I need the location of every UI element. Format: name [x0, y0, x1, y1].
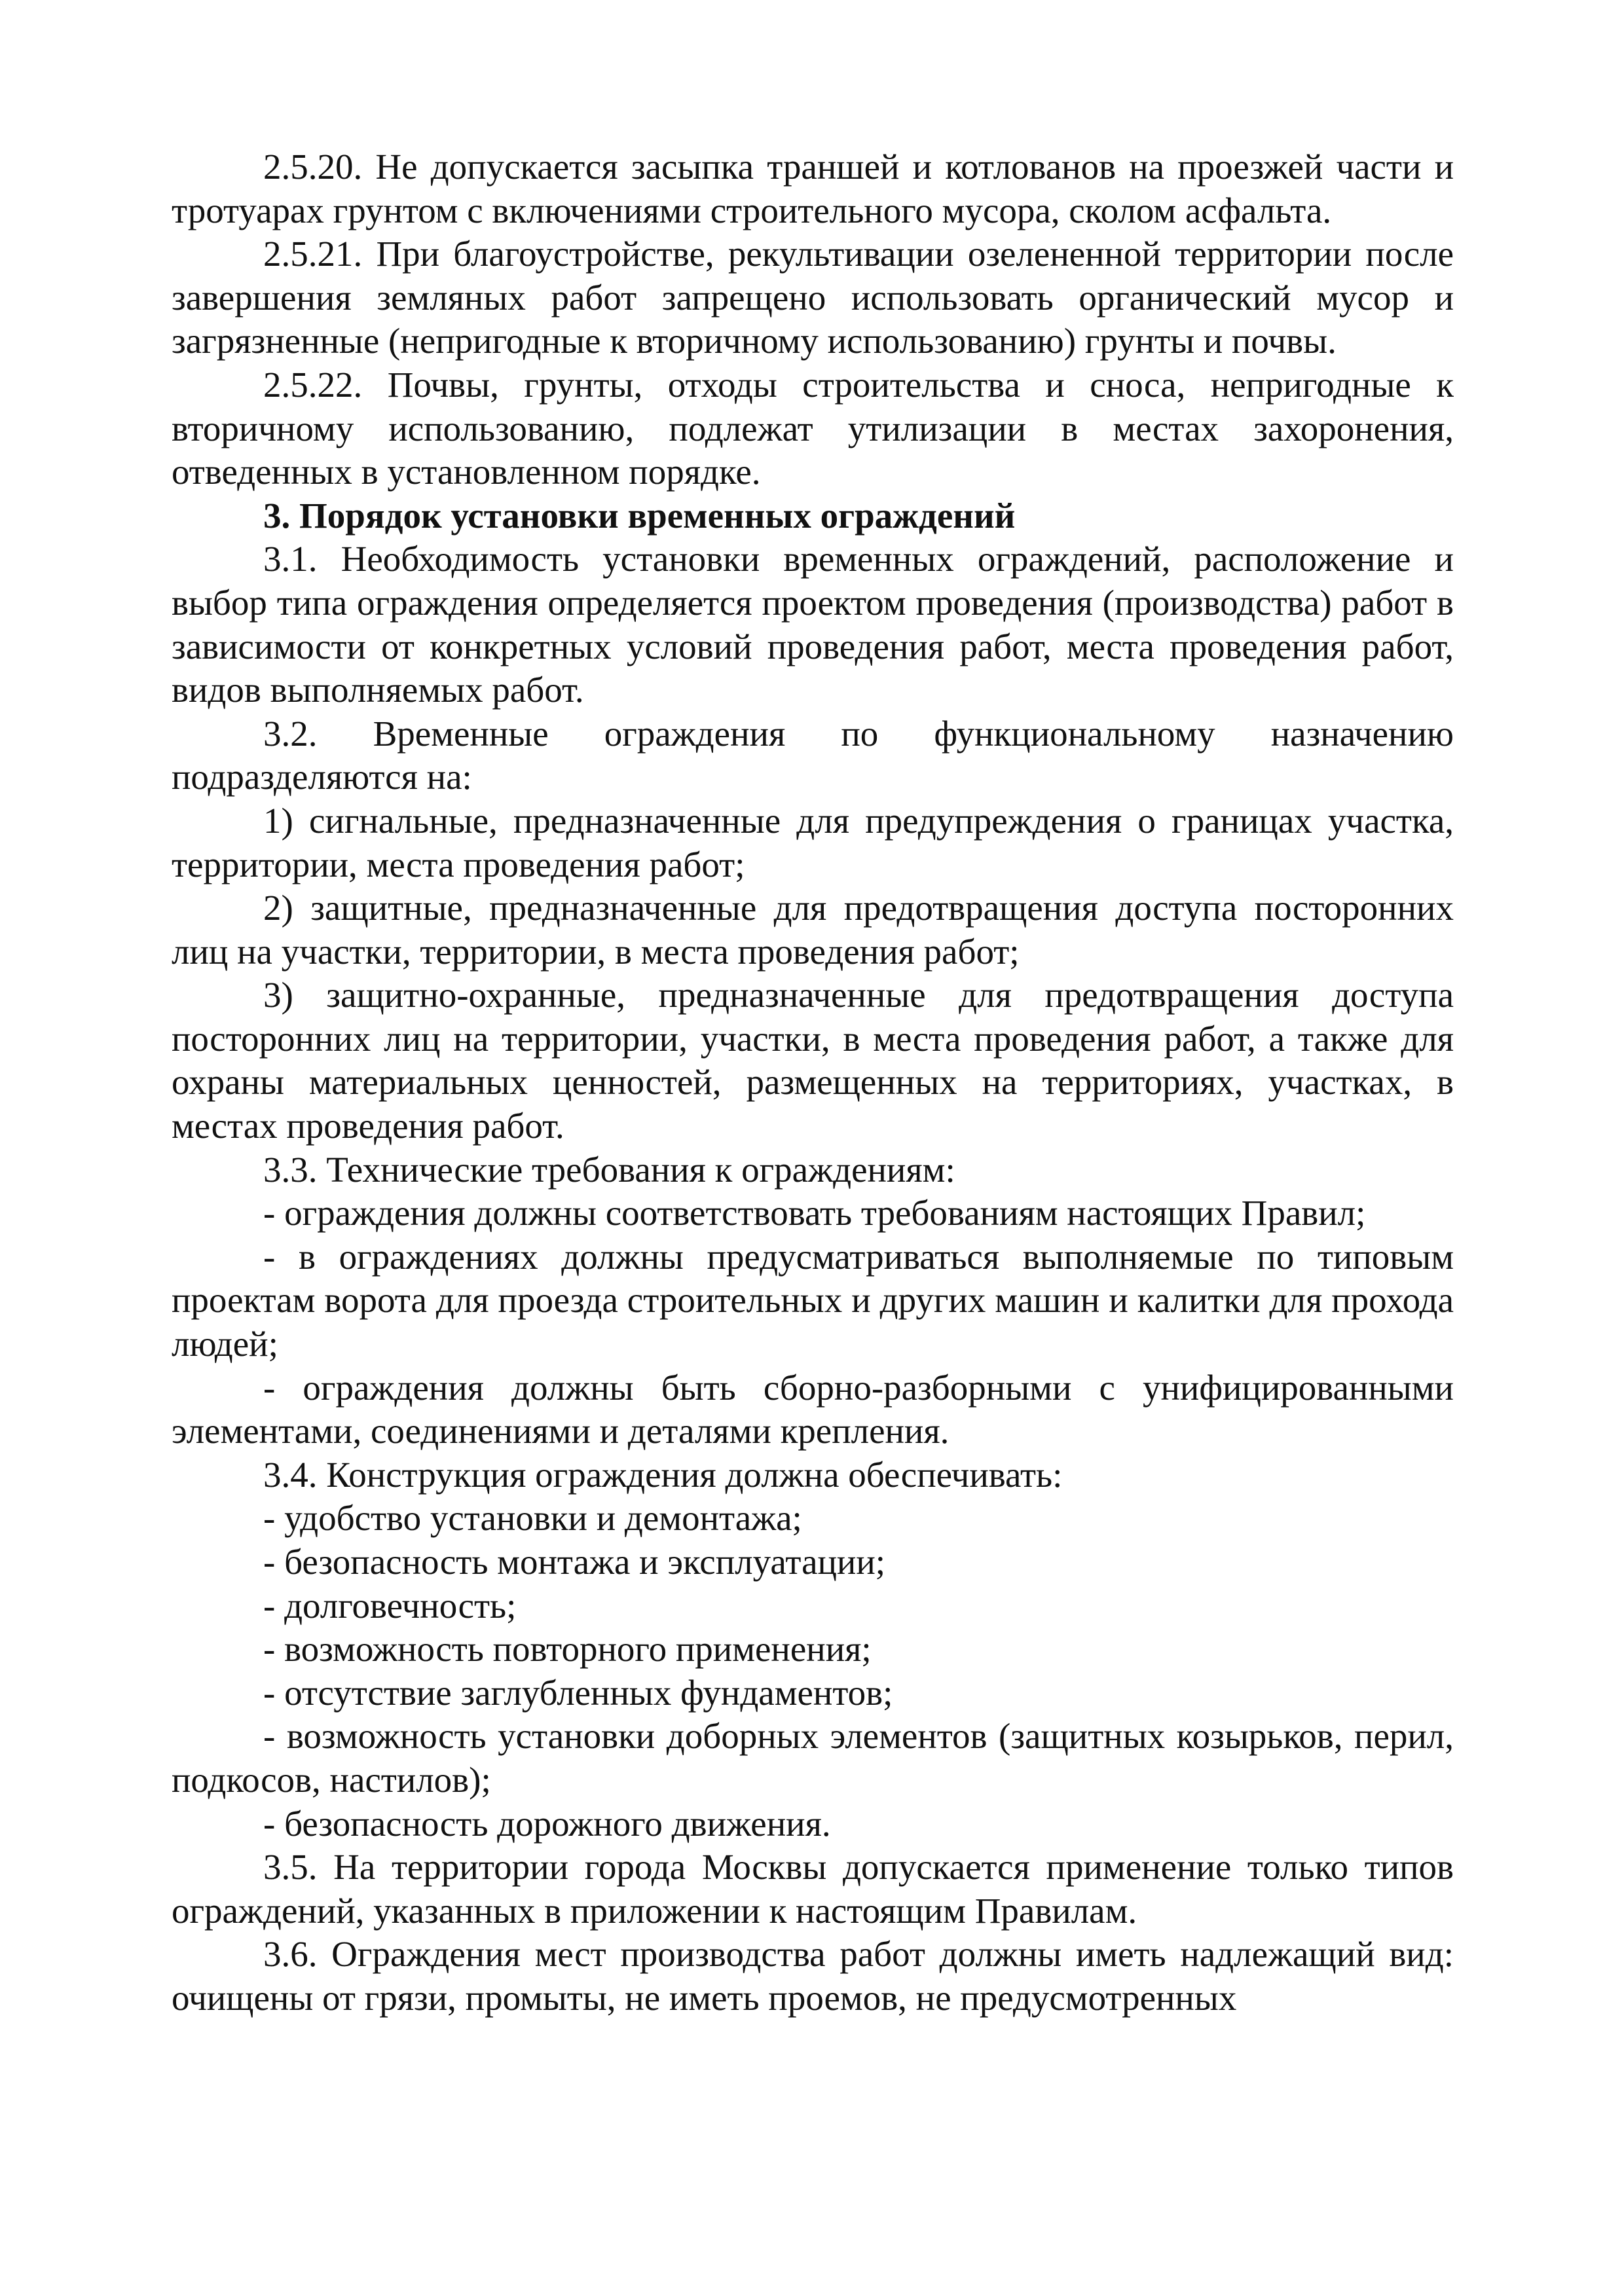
paragraph-3-6: 3.6. Ограждения мест производства работ должны иметь надлежащий вид: очищены от грязи, промыты, не иметь проемов, не предусмотренных — [172, 1934, 1454, 2018]
list-item-3-4-f: - возможность установки доборных элементов (защитных козырьков, перил, подкосов, настилов); — [172, 1716, 1454, 1800]
document-body — [172, 145, 1454, 2020]
list-item-3-3-c: - ограждения должны быть сборно-разборными с унифицированными элементами, соединениями и деталями крепления. — [172, 1367, 1454, 1451]
list-item-3-2-1: 1) сигнальные, предназначенные для предупреждения о границах участка, территории, места проведения работ; — [172, 800, 1454, 884]
paragraph-3-5: 3.5. На территории города Москвы допускается применение только типов ограждений, указанных в приложении к настоящим Правилам. — [172, 1847, 1454, 1931]
paragraph-2-5-20: 2.5.20. Не допускается засыпка траншей и котлованов на проезжей части и тротуарах грунтом с включениями строительного мусора, сколом асфальта. — [172, 147, 1454, 230]
list-item-3-2-2: 2) защитные, предназначенные для предотвращения доступа посторонних лиц на участки, территории, в места проведения работ; — [172, 888, 1454, 972]
list-item-3-4-e: - отсутствие заглубленных фундаментов; — [263, 1672, 893, 1713]
list-item-3-4-b: - безопасность монтажа и эксплуатации; — [263, 1542, 886, 1582]
list-item-3-3-a: - ограждения должны соответствовать требованиям настоящих Правил; — [263, 1193, 1366, 1233]
list-item-3-4-d: - возможность повторного применения; — [263, 1629, 872, 1669]
list-item-3-4-g: - безопасность дорожного движения. — [263, 1803, 831, 1844]
paragraph-2-5-22: 2.5.22. Почвы, грунты, отходы строительства и сноса, непригодные к вторичному использованию, подлежат утилизации в местах захоронения, отведенных в установленном порядке. — [172, 364, 1454, 492]
list-item-3-4-c: - долговечность; — [263, 1585, 517, 1626]
paragraph-2-5-21: 2.5.21. При благоустройстве, рекультивации озелененной территории после завершения земляных работ запрещено использовать органический мусор и загрязненные (непригодные к вторичному использованию) грунты и почвы. — [172, 234, 1454, 361]
list-item-3-4-a: - удобство установки и демонтажа; — [263, 1498, 802, 1539]
paragraph-3-4: 3.4. Конструкция ограждения должна обеспечивать: — [263, 1454, 1063, 1495]
section-heading-3: 3. Порядок установки временных ограждений — [263, 495, 1016, 536]
paragraph-3-1: 3.1. Необходимость установки временных ограждений, расположение и выбор типа ограждения определяется проектом проведения (производства) работ в зависимости от конкретных условий проведения работ, места проведения работ, видов выполняемых работ. — [172, 539, 1454, 710]
list-item-3-3-b: - в ограждениях должны предусматриваться выполняемые по типовым проектам ворота для проезда строительных и других машин и калитки для прохода людей; — [172, 1236, 1454, 1364]
list-item-3-2-3: 3) защитно-охранные, предназначенные для предотвращения доступа посторонних лиц на территории, участки, в места проведения работ, а также для охраны материальных ценностей, размещенных на территориях, участках, в местах проведения работ. — [172, 975, 1454, 1146]
paragraph-3-3: 3.3. Технические требования к ограждениям: — [263, 1149, 955, 1190]
paragraph-3-2: 3.2. Временные ограждения по функциональному назначению подразделяются на: — [172, 713, 1454, 797]
